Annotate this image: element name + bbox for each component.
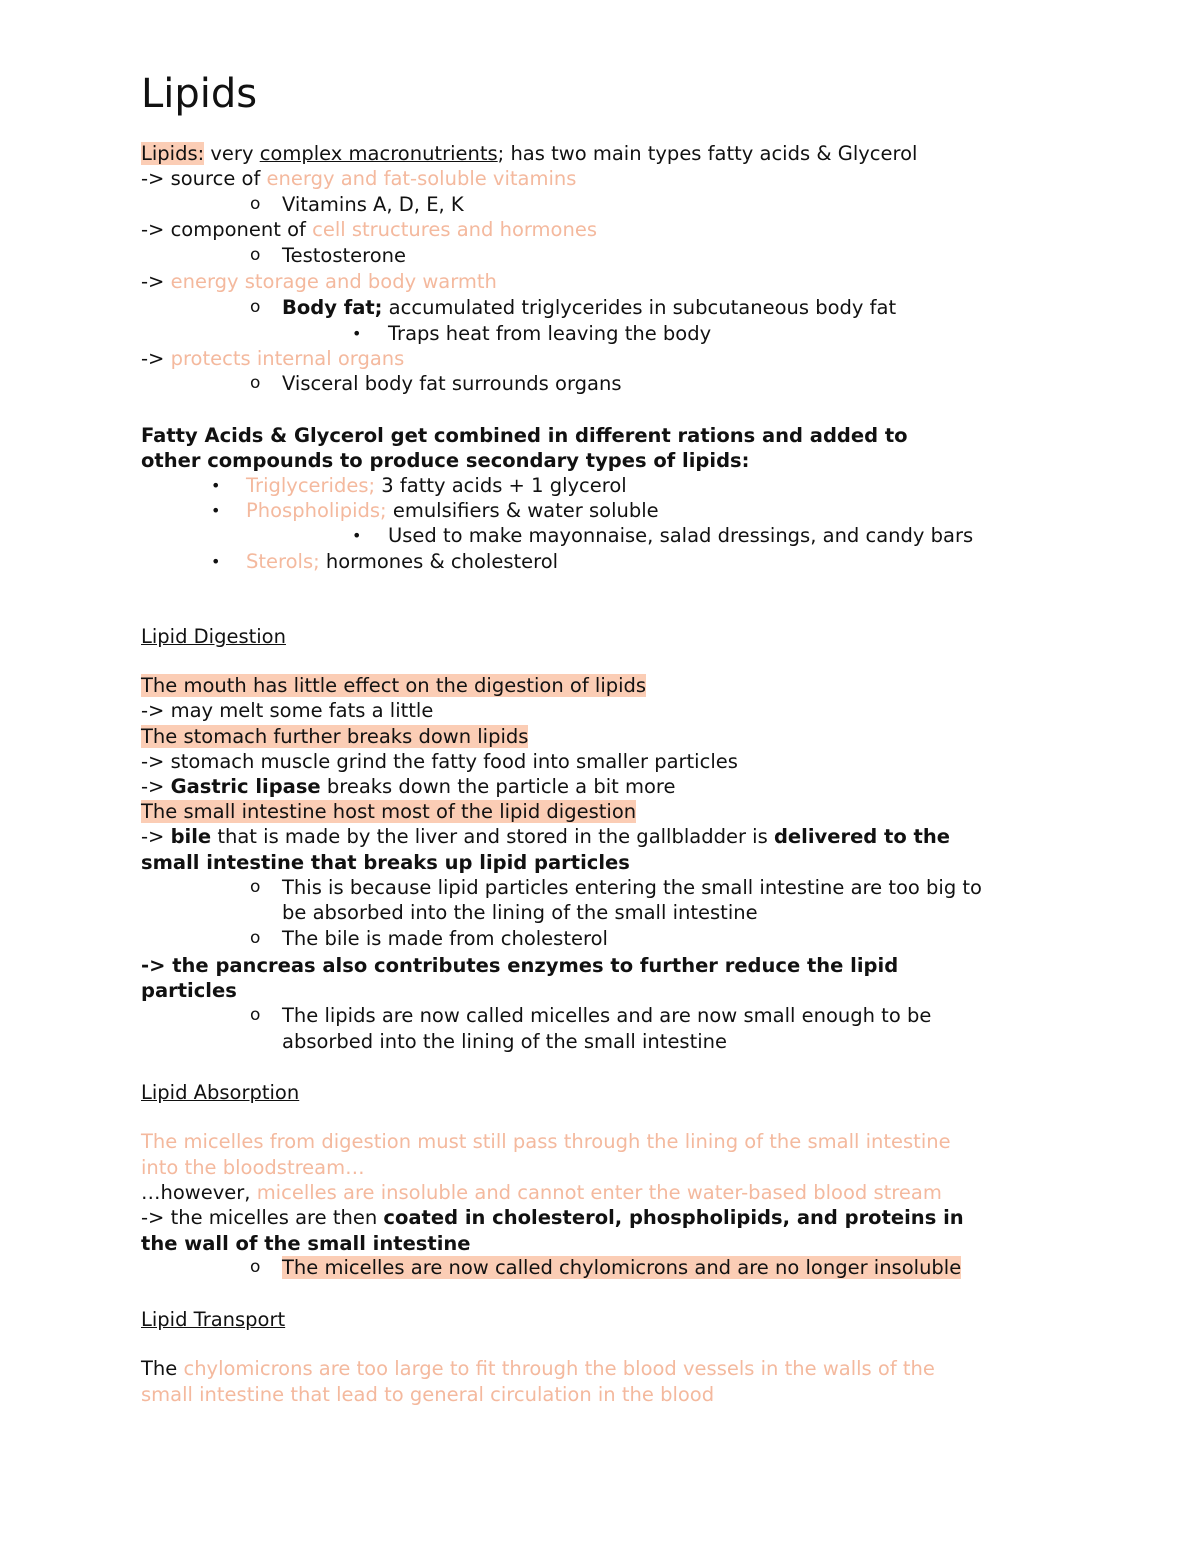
intro-line: Lipids: very complex macronutrients; has two main types fatty acids & Glycerol (141, 142, 918, 165)
bodyfat-item: Body fat; accumulated triglycerides in subcutaneous body fat (282, 296, 897, 319)
vitamins-item: Vitamins A, D, E, K (282, 193, 464, 216)
transport-heading: Lipid Transport (141, 1308, 286, 1331)
dot-bullet-icon: • (211, 476, 221, 495)
small-intestine-line: The small intestine host most of the lipid digestion (141, 800, 637, 823)
dot-bullet-icon: • (211, 501, 221, 520)
pink-text: cell structures and hormones (312, 218, 598, 241)
dot-bullet-icon: • (352, 324, 362, 343)
traps-item: Traps heat from leaving the body (388, 322, 712, 345)
transport-line-2: small intestine that lead to general circulation in the blood (141, 1383, 715, 1406)
circle-bullet-icon: o (250, 194, 261, 214)
absorption-heading: Lipid Absorption (141, 1081, 300, 1104)
page-title: Lipids (141, 71, 258, 117)
chylomicrons-item: The micelles are now called chylomicrons and are no longer insoluble (282, 1256, 962, 1279)
complex-macronutrients-text: complex macronutrients (259, 142, 498, 165)
dot-bullet-icon: • (352, 526, 362, 545)
circle-bullet-icon: o (250, 373, 261, 393)
protects-line: -> protects internal organs (141, 347, 405, 370)
component-line: -> component of cell structures and hormones (141, 218, 598, 241)
lipids-term-highlight: Lipids: (141, 142, 205, 165)
micelles-item-line-1: The lipids are now called micelles and are now small enough to be (282, 1004, 932, 1027)
sterols-item: Sterols; hormones & cholesterol (246, 550, 559, 573)
absorption-pink-line-1: The micelles from digestion must still pass through the lining of the small intestine (141, 1130, 951, 1153)
phospholipids-item: Phospholipids; emulsifiers & water soluble (246, 499, 659, 522)
bile-line-1: -> bile that is made by the liver and stored in the gallbladder is delivered to the (141, 825, 950, 848)
grind-line: -> stomach muscle grind the fatty food into smaller particles (141, 750, 738, 773)
pink-text: energy and fat-soluble vitamins (266, 167, 577, 190)
bile-line-2: small intestine that breaks up lipid particles (141, 851, 630, 874)
circle-bullet-icon: o (250, 1257, 261, 1277)
storage-line: -> energy storage and body warmth (141, 270, 497, 293)
melt-line: -> may melt some fats a little (141, 699, 434, 722)
gastric-line: -> Gastric lipase breaks down the particle a bit more (141, 775, 676, 798)
testosterone-item: Testosterone (282, 244, 407, 267)
digestion-heading: Lipid Digestion (141, 625, 286, 648)
used-item: Used to make mayonnaise, salad dressings, and candy bars (388, 524, 974, 547)
combined-heading-line-1: Fatty Acids & Glycerol get combined in different rations and added to (141, 424, 908, 447)
circle-bullet-icon: o (250, 877, 261, 897)
circle-bullet-icon: o (250, 928, 261, 948)
dot-bullet-icon: • (211, 552, 221, 571)
circle-bullet-icon: o (250, 297, 261, 317)
micelles-item-line-2: absorbed into the lining of the small intestine (282, 1030, 728, 1053)
pink-text: energy storage and body warmth (170, 270, 497, 293)
pink-text: protects internal organs (170, 347, 405, 370)
visceral-item: Visceral body fat surrounds organs (282, 372, 622, 395)
circle-bullet-icon: o (250, 245, 261, 265)
mouth-line: The mouth has little effect on the digestion of lipids (141, 674, 647, 697)
however-line: …however, micelles are insoluble and cannot enter the water-based blood stream (141, 1181, 942, 1204)
triglycerides-item: Triglycerides; 3 fatty acids + 1 glycerol (246, 474, 627, 497)
transport-line-1: The chylomicrons are too large to fit through the blood vessels in the walls of the (141, 1357, 935, 1380)
combined-heading-line-2: other compounds to produce secondary types of lipids: (141, 449, 750, 472)
because-item-line-2: be absorbed into the lining of the small intestine (282, 901, 758, 924)
pancreas-line-2: particles (141, 979, 237, 1002)
source-line: -> source of energy and fat-soluble vitamins (141, 167, 577, 190)
because-item-line-1: This is because lipid particles entering the small intestine are too big to (282, 876, 982, 899)
stomach-line: The stomach further breaks down lipids (141, 725, 529, 748)
pancreas-line-1: -> the pancreas also contributes enzymes to further reduce the lipid (141, 954, 899, 977)
circle-bullet-icon: o (250, 1005, 261, 1025)
cholesterol-item: The bile is made from cholesterol (282, 927, 608, 950)
coated-line-1: -> the micelles are then coated in cholesterol, phospholipids, and proteins in (141, 1206, 964, 1229)
absorption-pink-line-2: into the bloodstream… (141, 1156, 365, 1179)
coated-line-2: the wall of the small intestine (141, 1232, 471, 1255)
